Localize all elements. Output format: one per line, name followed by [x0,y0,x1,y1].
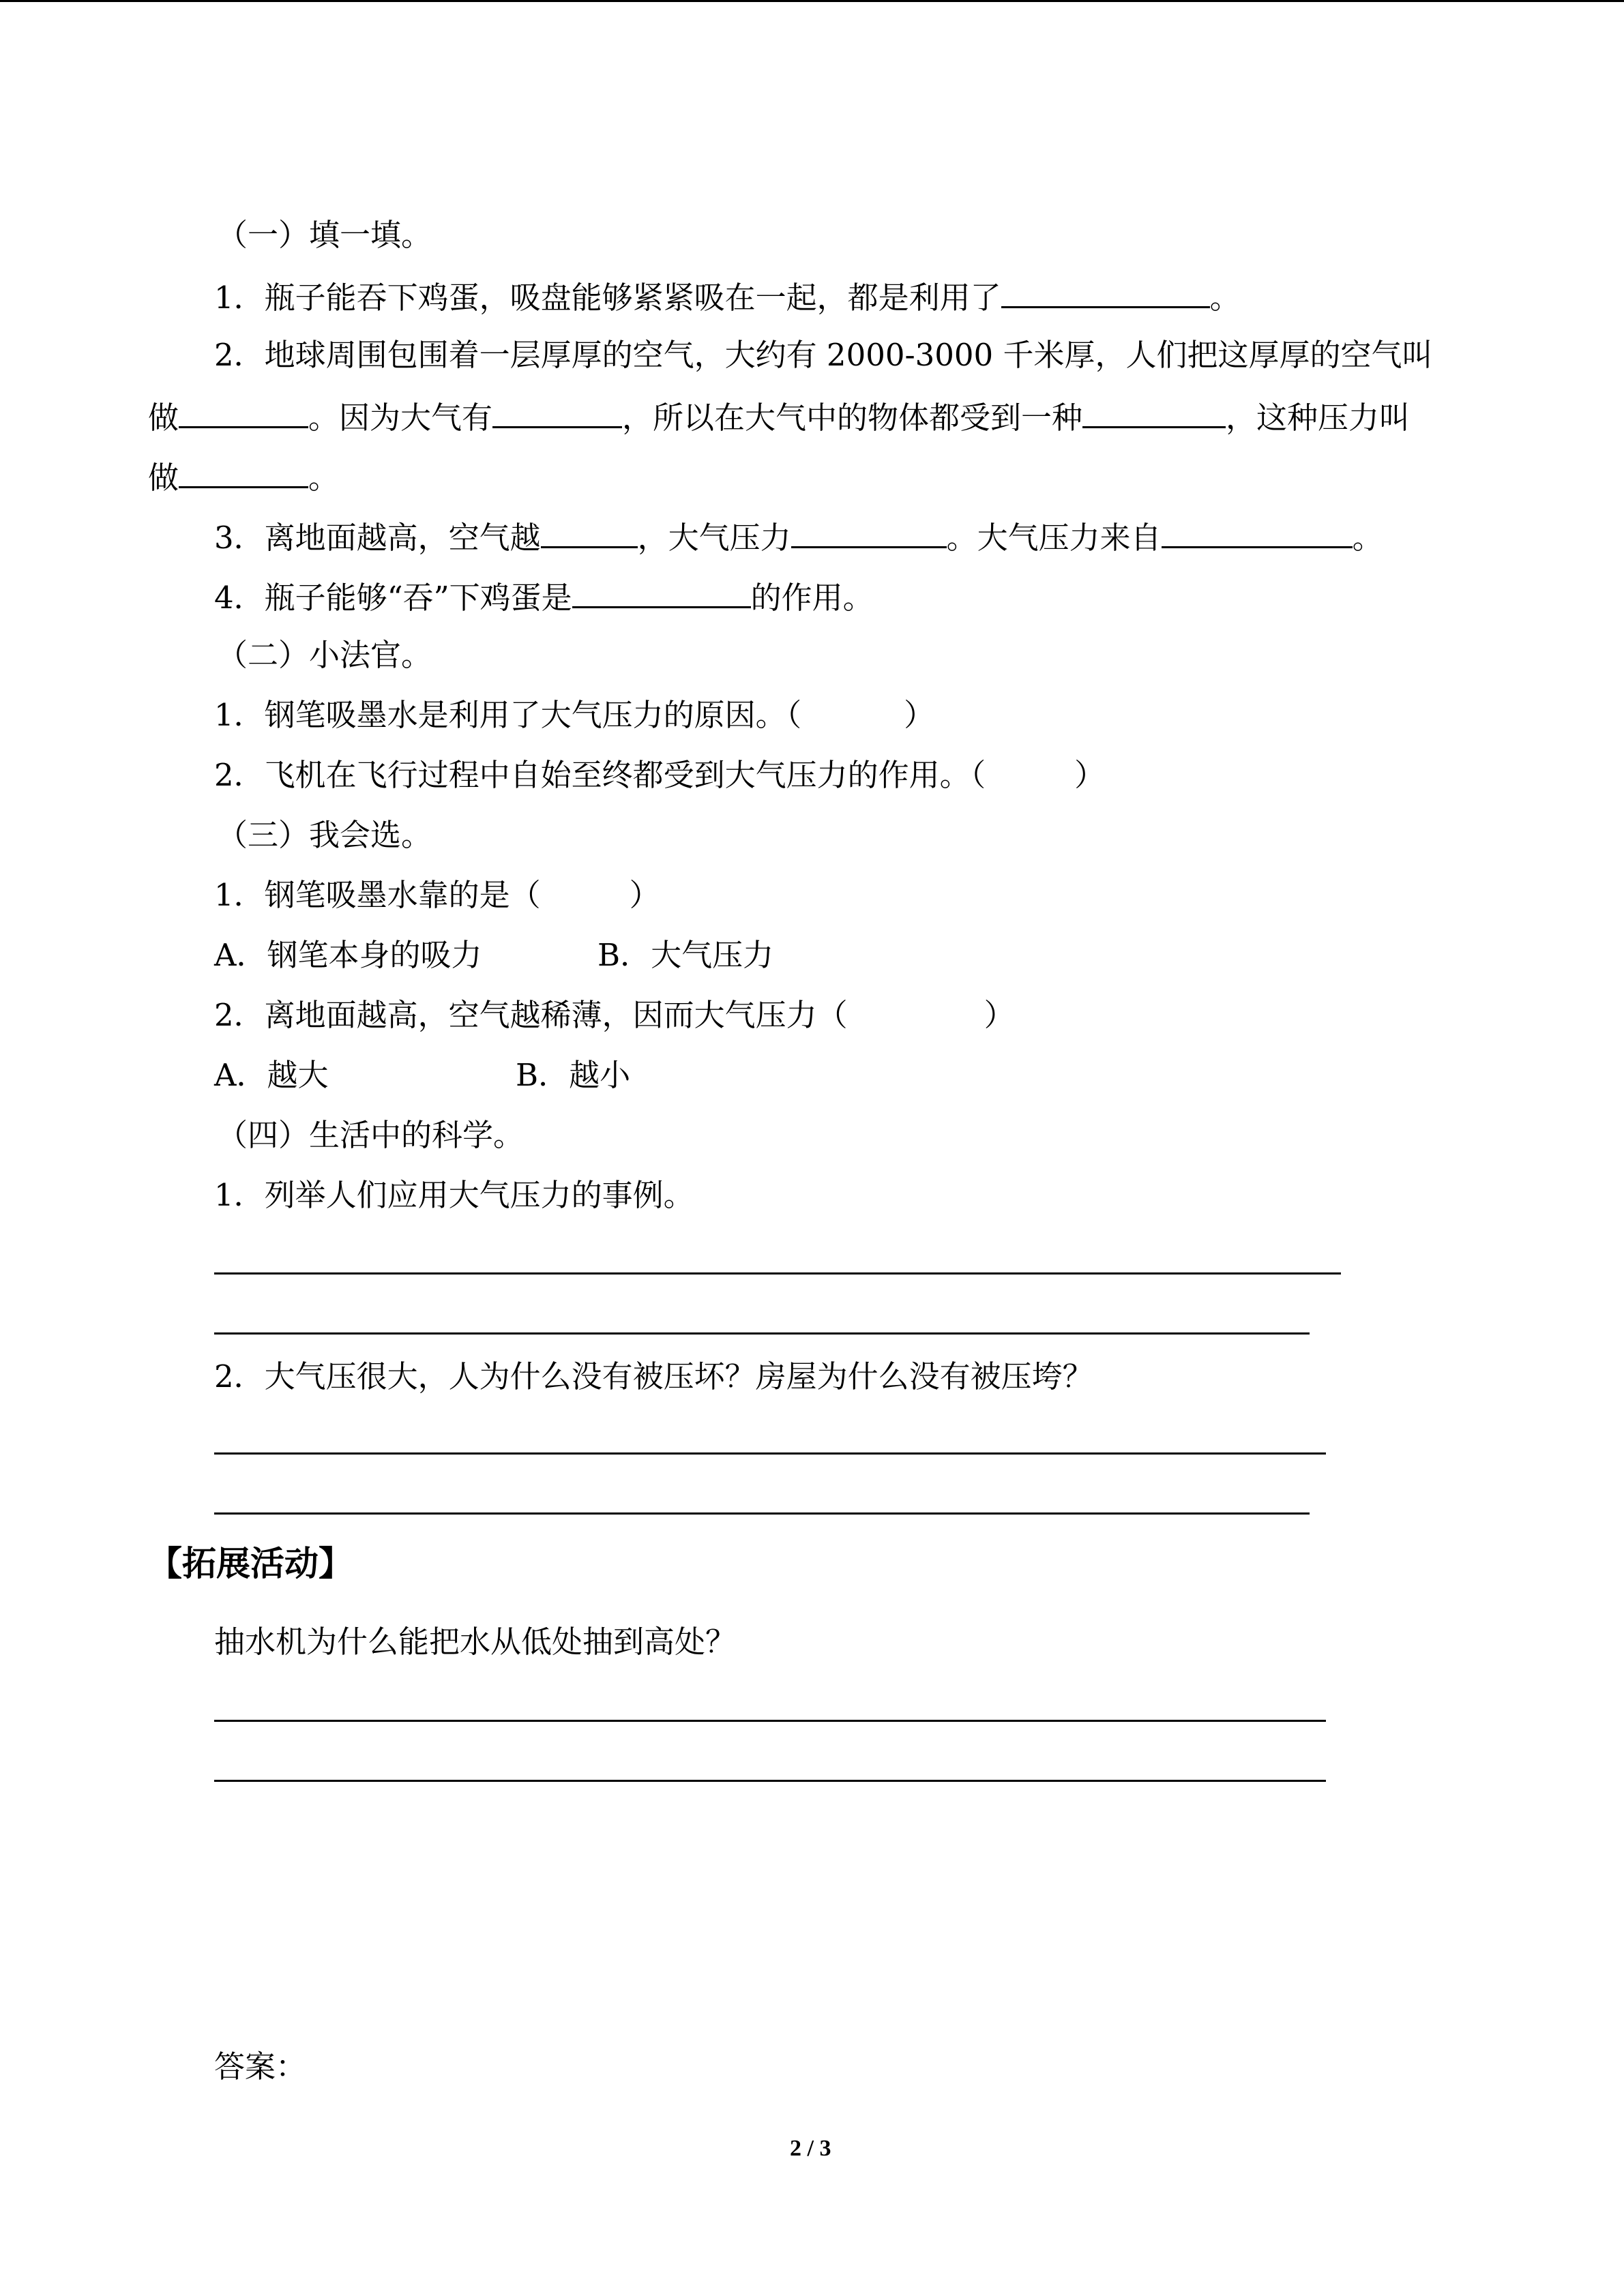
question-1-2-line3: 做 。 [148,455,339,498]
fill-blank[interactable] [541,515,638,548]
answer-line[interactable] [214,1512,1310,1515]
question-3-2: 2．离地面越高，空气越稀薄，因而大气压力（ ） [214,997,1015,1033]
question-3-1-option-b[interactable]: B．大气压力 [597,937,774,973]
question-3-2-option-a[interactable]: A．越大 [214,1057,329,1093]
fill-blank[interactable] [572,575,751,608]
answer-line[interactable] [214,1272,1341,1274]
question-3-2-option-b[interactable]: B．越小 [516,1057,631,1093]
question-2-1: 1．钢笔吸墨水是利用了大气压力的原因。（ ） [214,697,935,733]
question-1-2-line2: 做 。因为大气有 ，所以在大气中的物体都受到一种 ，这种压力叫 [148,395,1410,438]
extension-question: 抽水机为什么能把水从低处抽到高处？ [214,1624,737,1660]
question-1-4: 4．瓶子能够“吞”下鸡蛋是 的作用。 [214,575,874,618]
answer-line[interactable] [214,1780,1326,1782]
section-2-title: （二）小法官。 [217,637,432,673]
question-3-1: 1．钢笔吸墨水靠的是（ ） [214,877,660,913]
answer-line[interactable] [214,1332,1310,1335]
question-1-2-line1: 2．地球周围包围着一层厚厚的空气，大约有 2000-3000 千米厚，人们把这厚厚的空气叫 [214,337,1433,373]
answer-line[interactable] [214,1452,1326,1455]
section-3-title: （三）我会选。 [217,817,432,853]
fill-blank[interactable] [1082,395,1226,428]
question-1-1: 1．瓶子能吞下鸡蛋，吸盘能够紧紧吸在一起，都是利用了 。 [214,275,1241,318]
page-top-rule [0,0,1624,2]
question-4-1: 1．列举人们应用大气压力的事例。 [214,1177,694,1213]
question-1-3: 3．离地面越高，空气越 ，大气压力 。大气压力来自 。 [214,515,1383,558]
answer-line[interactable] [214,1720,1326,1722]
fill-blank[interactable] [179,395,308,428]
fill-blank[interactable] [1162,515,1353,548]
question-2-2: 2．飞机在飞行过程中自始至终都受到大气压力的作用。（ ） [214,757,1106,793]
fill-blank[interactable] [179,455,308,488]
extension-heading: 【拓展活动】 [148,1544,353,1583]
section-1-title: （一）填一填。 [217,217,432,253]
section-4-title: （四）生活中的科学。 [217,1117,525,1153]
question-3-1-option-a[interactable]: A．钢笔本身的吸力 [214,937,482,973]
fill-blank[interactable] [492,395,622,428]
question-4-2: 2．大气压很大，人为什么没有被压坏？房屋为什么没有被压垮？ [214,1358,1093,1395]
answers-label: 答案： [214,2048,307,2085]
fill-blank[interactable] [791,515,947,548]
page-number: 2 / 3 [790,2136,831,2161]
fill-blank[interactable] [1001,275,1210,308]
